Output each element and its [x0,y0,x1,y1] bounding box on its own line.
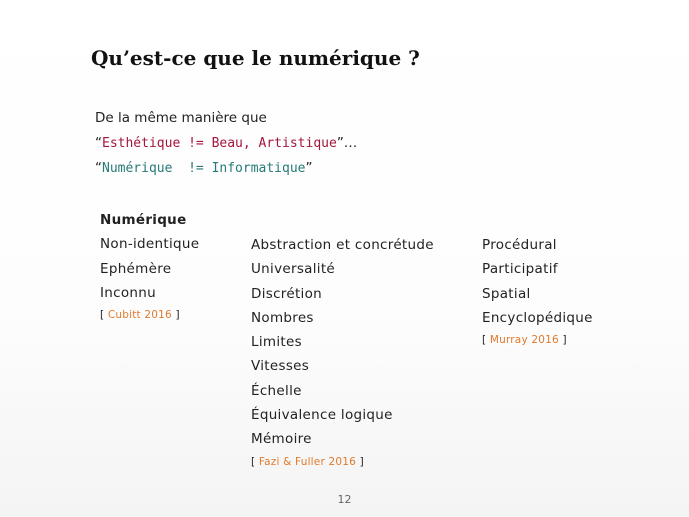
list-item: Encyclopédique [482,309,593,326]
column-fazi-fuller [251,233,434,472]
list-item: Limites [251,334,302,351]
open-quote: “ [95,160,102,176]
list-item: Procédural [482,237,557,253]
list-item: Abstraction et concrétude [251,237,434,253]
close-quote: ” [305,160,313,176]
citation-bracket: ] [558,334,567,347]
citation-bracket: ] [356,455,364,468]
citation [100,305,199,325]
citation-ref: Cubitt 2016 [107,309,172,322]
code-esthetique: Esthétique != Beau, Artistique [102,135,337,151]
citation-bracket: [ [100,309,108,322]
list-item: Ephémère [100,260,172,277]
list-item: Équivalence logique [251,407,393,424]
page-number: 12 [337,493,352,506]
citation-bracket: ] [171,309,180,322]
intro-line-2 [95,131,357,157]
citation-bracket: [ [482,334,490,347]
list-item: Non-identique [100,236,200,253]
list-item: Spatial [482,285,531,302]
close-quote-ellipsis: ”… [336,134,358,151]
slide-title: Qu’est-ce que le numérique ? [91,46,420,70]
list-item: Mémoire [251,431,312,448]
column-murray [482,233,593,350]
citation [482,330,593,350]
intro-line-1: De la même manière que [95,110,267,126]
list-item: Universalité [251,261,336,278]
list-item: Inconnu [100,284,156,301]
intro-block [95,106,357,182]
list-item: Vitesses [251,358,310,375]
code-numerique: Numérique != Informatique [102,161,306,176]
column-heading: Numérique [100,212,187,228]
list-item: Nombres [251,309,314,326]
intro-line-3 [95,156,357,182]
list-item: Participatif [482,261,558,278]
citation-ref: Fazi & Fuller 2016 [258,455,357,468]
list-item: Échelle [251,382,302,399]
citation-ref: Murray 2016 [489,334,559,347]
citation [251,452,434,472]
citation-bracket: [ [251,455,259,468]
list-item: Discrétion [251,285,323,302]
open-quote: “ [95,134,102,151]
column-cubitt [100,208,199,325]
